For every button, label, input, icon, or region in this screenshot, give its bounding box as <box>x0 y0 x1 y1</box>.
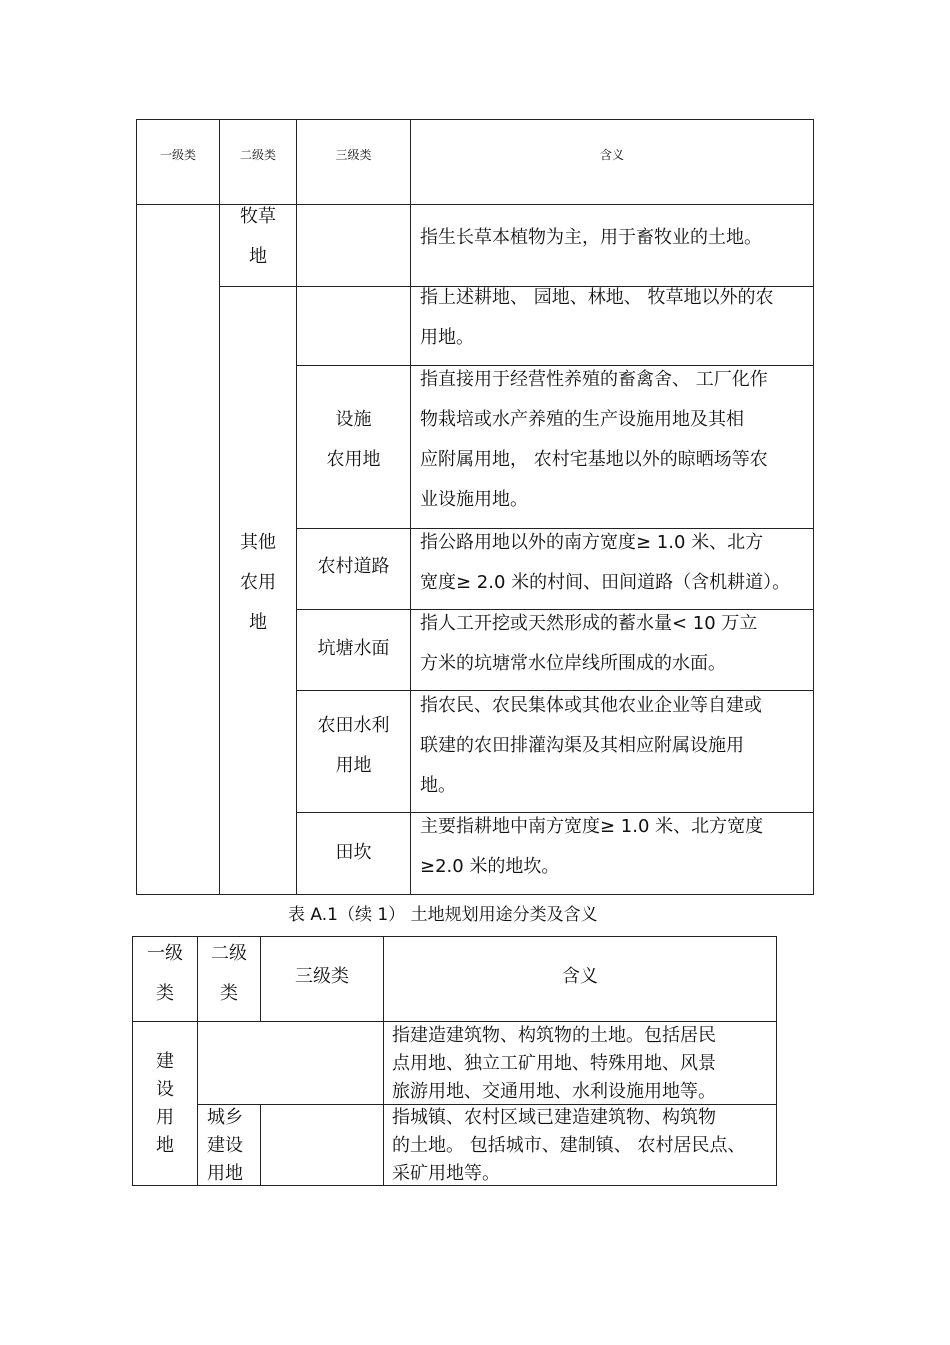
meaning-kengtang <box>420 604 757 684</box>
level3-shuili <box>297 706 410 786</box>
meaning-shuili <box>420 686 762 806</box>
header-level1: 一级类 <box>159 148 196 162</box>
level3-daolu: 农村道路 <box>317 556 390 577</box>
meaning-line: 业设施用地。 <box>420 489 528 510</box>
level2-line: 其他 <box>240 532 276 553</box>
level3-kengtang: 坑塘水面 <box>317 638 390 659</box>
table-2-divider <box>260 1104 261 1186</box>
level2-line: 建设 <box>207 1135 243 1156</box>
t2-meaning-chengxiang <box>392 1104 745 1188</box>
t2-header-meaning: 含义 <box>562 966 598 987</box>
header-line: 二级 <box>211 943 247 964</box>
t2-header-level3: 三级类 <box>295 966 349 987</box>
level1-char: 地 <box>156 1135 174 1156</box>
level2-qita <box>220 523 296 643</box>
level2-line: 用地 <box>207 1163 243 1184</box>
level3-line: 用地 <box>335 755 372 776</box>
level2-line: 城乡 <box>207 1107 243 1128</box>
meaning-line: 指城镇、农村区域已建造建筑物、构筑物 <box>392 1107 716 1128</box>
header-line: 一级 <box>147 943 183 964</box>
header-level2: 二级类 <box>239 148 276 162</box>
meaning-line: 指公路用地以外的南方宽度≥ 1.0 米、北方 <box>420 532 764 553</box>
t2-header-level2 <box>198 934 260 1014</box>
level3-line: 设施 <box>335 409 372 430</box>
table-caption: 表 A.1（续 1） 土地规划用途分类及含义 <box>288 905 598 925</box>
level2-line: 牧草 <box>240 206 276 227</box>
level2-line: 地 <box>249 246 267 267</box>
t2-level2-chengxiang <box>207 1104 243 1188</box>
level2-mucao <box>220 197 296 277</box>
header-meaning: 含义 <box>599 148 624 162</box>
meaning-line: 指上述耕地、 园地、林地、 牧草地以外的农 <box>420 287 774 308</box>
meaning-line: 应附属用地， 农村宅基地以外的晾晒场等农 <box>420 449 768 470</box>
meaning-line: 物栽培或水产养殖的生产设施用地及其相 <box>420 409 744 430</box>
level2-line: 农用 <box>240 572 276 593</box>
table-1-divider <box>410 119 411 895</box>
level1-char: 建 <box>156 1051 174 1072</box>
header-level3: 三级类 <box>335 148 372 162</box>
meaning-line: 指直接用于经营性养殖的畜禽舍、 工厂化作 <box>420 369 768 390</box>
meaning-line: 方米的坑塘常水位岸线所围成的水面。 <box>420 653 726 674</box>
meaning-line: ≥2.0 米的地坎。 <box>420 856 560 877</box>
level1-char: 设 <box>156 1079 174 1100</box>
meaning-line: 地。 <box>420 775 456 796</box>
level3-line: 农用地 <box>326 449 381 470</box>
meaning-tiankan <box>420 807 763 887</box>
meaning-line: 采矿用地等。 <box>392 1163 500 1184</box>
header-line: 类 <box>220 983 238 1004</box>
meaning-qita-root <box>420 278 773 358</box>
meaning-line: 联建的农田排灌沟渠及其相应附属设施用 <box>420 735 744 756</box>
meaning-line: 宽度≥ 2.0 米的村间、田间道路（含机耕道）。 <box>420 572 791 593</box>
meaning-line: 旅游用地、交通用地、水利设施用地等。 <box>392 1081 716 1102</box>
meaning-line: 指人工开挖或天然形成的蓄水量< 10 万立 <box>420 613 758 634</box>
meaning-line: 用地。 <box>420 327 474 348</box>
t2-meaning-jianshe <box>392 1022 716 1106</box>
meaning-line: 的土地。 包括城市、建制镇、 农村居民点、 <box>392 1135 746 1156</box>
t2-header-level1 <box>133 934 197 1014</box>
t2-level1-jianshe <box>133 1048 197 1160</box>
meaning-line: 主要指耕地中南方宽度≥ 1.0 米、北方宽度 <box>420 816 764 837</box>
level3-sheshi <box>297 400 410 480</box>
level2-line: 地 <box>249 612 267 633</box>
meaning-daolu <box>420 523 790 603</box>
level1-char: 用 <box>156 1107 174 1128</box>
meaning-line: 指农民、农民集体或其他农业企业等自建或 <box>420 695 762 716</box>
meaning-mucao: 指生长草本植物为主，用于畜牧业的土地。 <box>420 227 762 248</box>
header-line: 类 <box>156 983 174 1004</box>
level3-line: 农田水利 <box>317 715 390 736</box>
meaning-line: 指建造建筑物、构筑物的土地。包括居民 <box>392 1025 716 1046</box>
meaning-sheshi <box>420 360 768 520</box>
level3-tiankan: 田坎 <box>335 842 372 863</box>
meaning-line: 点用地、独立工矿用地、特殊用地、风景 <box>392 1053 716 1074</box>
